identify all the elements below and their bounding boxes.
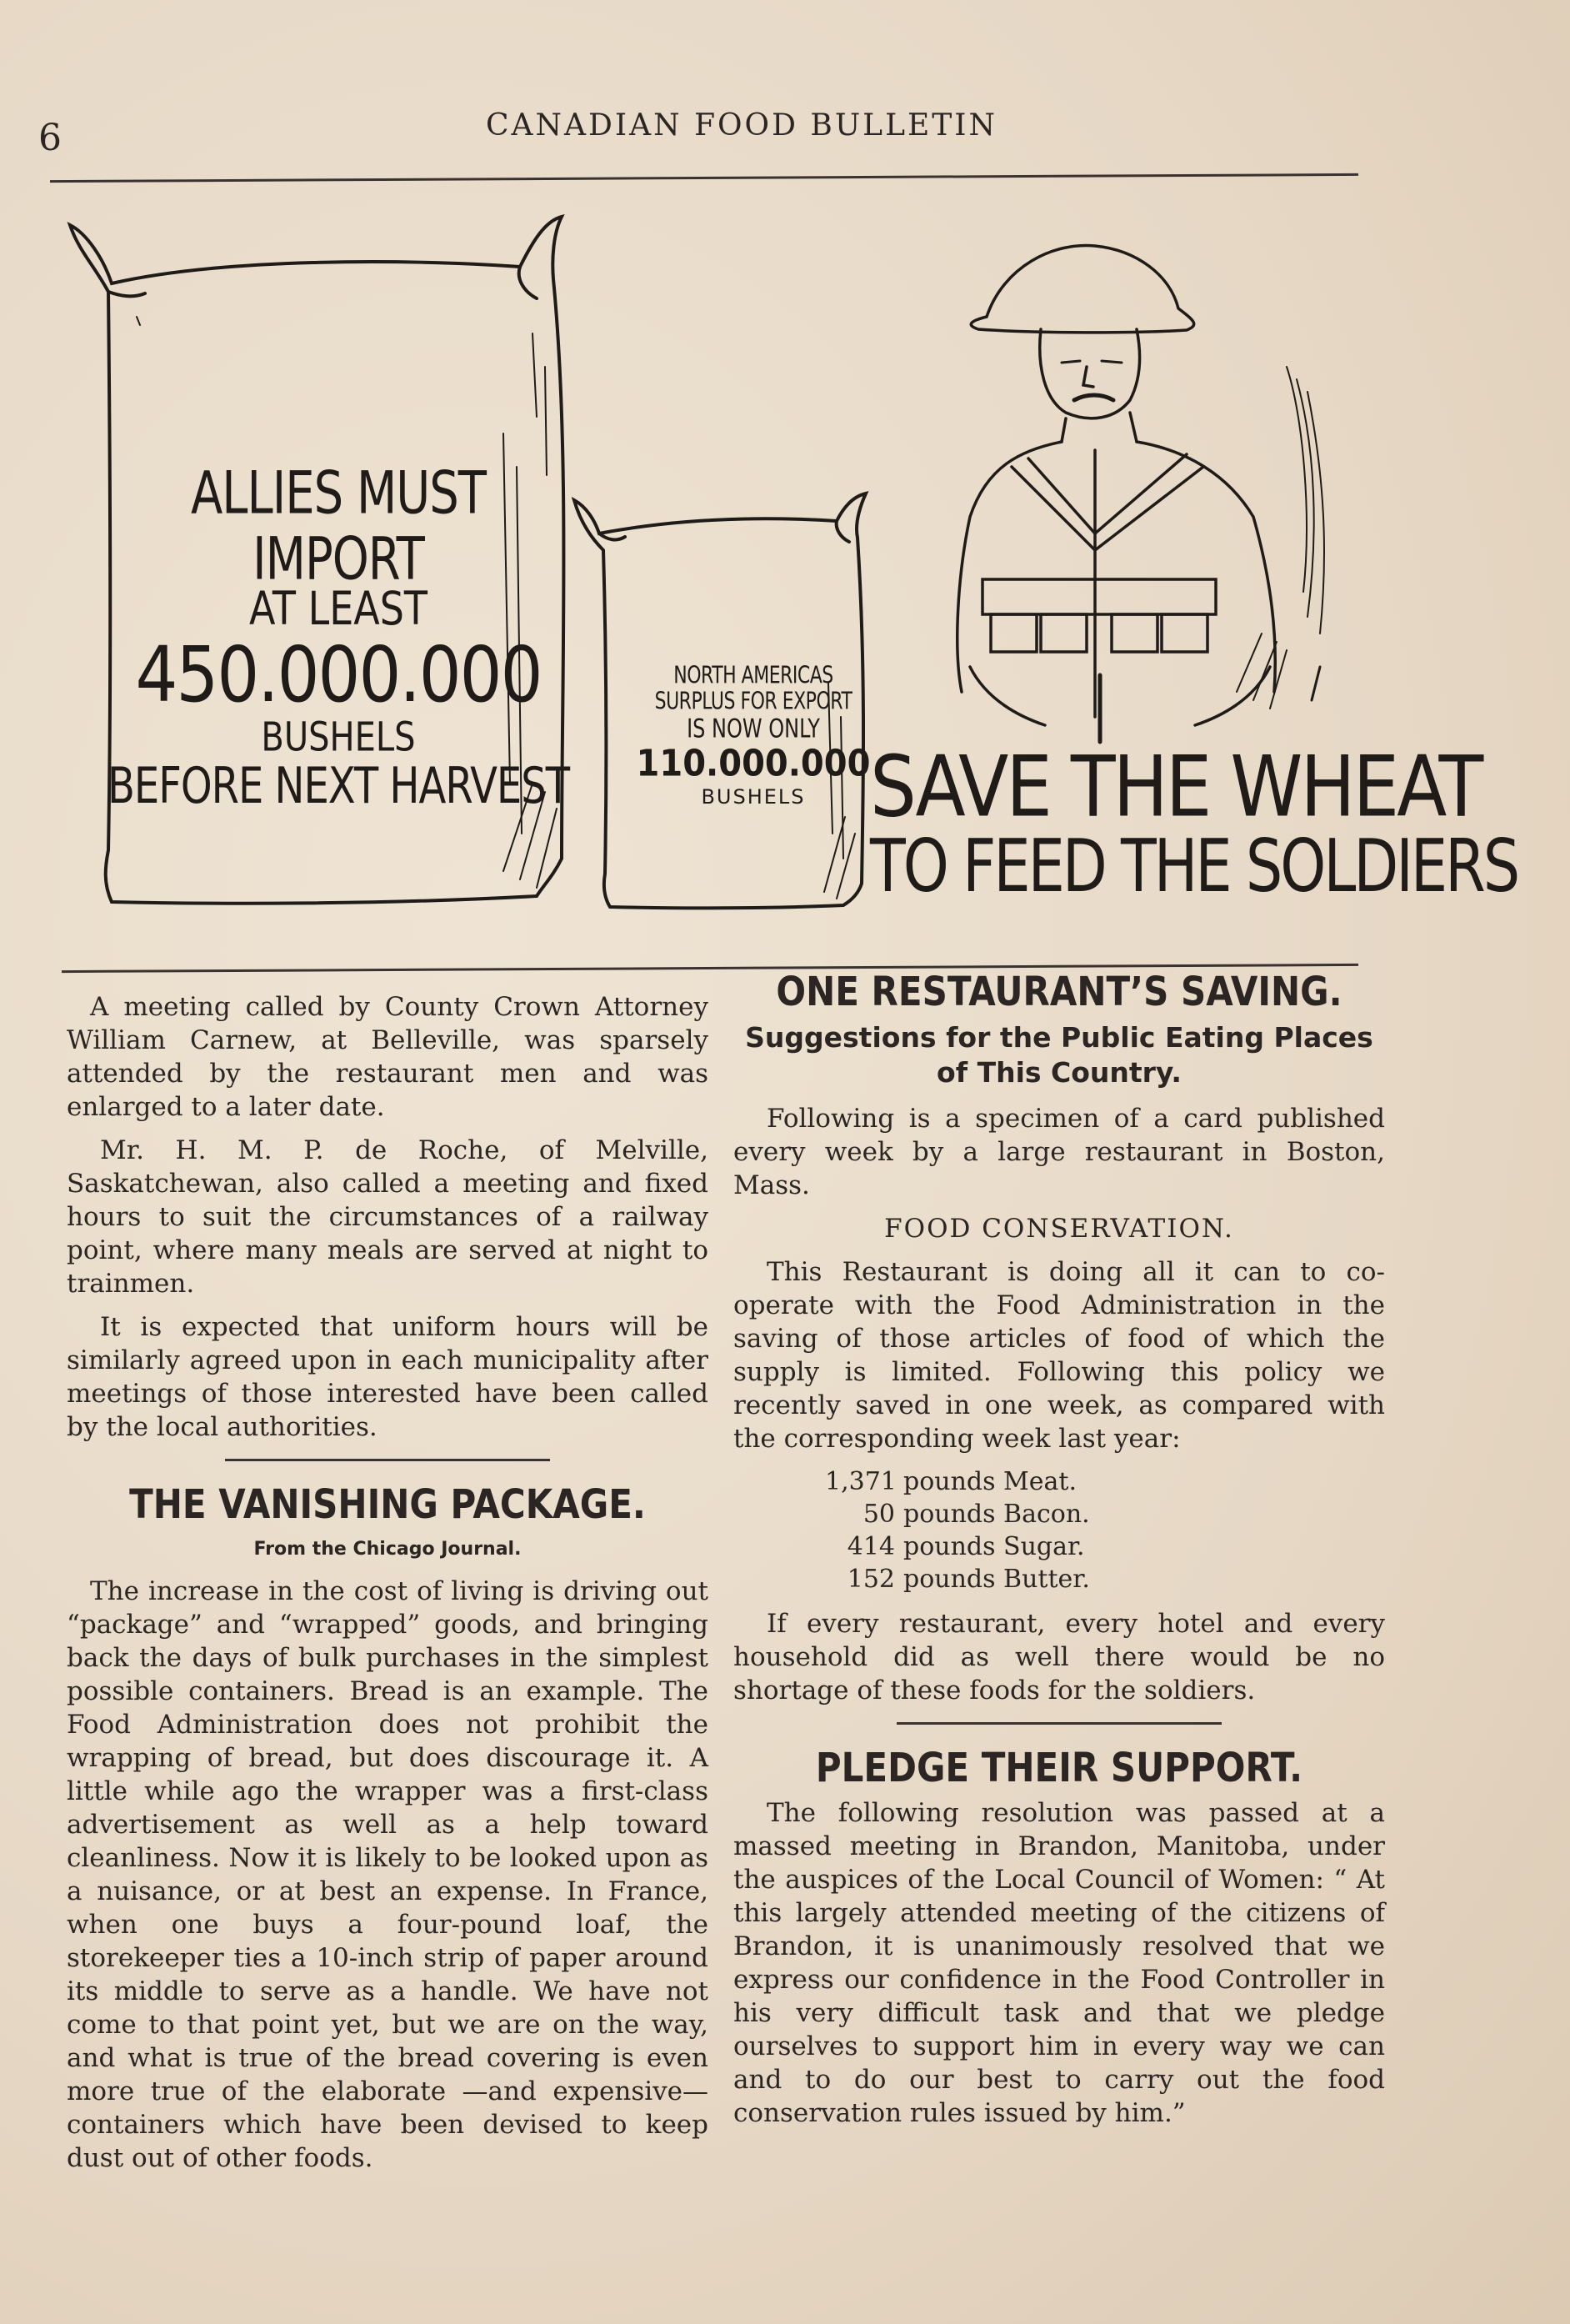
left-column [67, 990, 708, 2185]
right-column [733, 968, 1385, 2140]
poster-slogan [870, 737, 1518, 909]
pledge-support-title: PLEDGE THEIR SUPPORT. [815, 1744, 1303, 1791]
small-sack-amount: 110.000.000 [636, 742, 871, 785]
page-number: 6 [38, 117, 62, 159]
savings-list [825, 1465, 1385, 1595]
running-title: CANADIAN FOOD BULLETIN [486, 108, 998, 143]
list-item [825, 1563, 1385, 1595]
restaurant-saving-title: ONE RESTAURANT’S SAVING. [776, 968, 1342, 1015]
list-item [825, 1465, 1385, 1498]
savings-item: pounds Meat. [903, 1467, 1077, 1496]
small-sack-line3: IS NOW ONLY [687, 713, 820, 744]
small-sack-line4: BUSHELS [701, 784, 806, 809]
list-item [825, 1530, 1385, 1563]
big-sack-amount: 450.000.000 [135, 629, 542, 719]
section-divider [897, 1722, 1222, 1725]
big-sack-label [105, 459, 572, 816]
top-rule [50, 173, 1358, 183]
restaurant-saving-intro: Following is a specimen of a card published every week by a large restaurant in Boston, Mass. [733, 1104, 1385, 1200]
vanishing-package-body: The increase in the cost of living is driving out “package” and “wrapped” goods, and bringing back the days of bulk purchases in the simplest possible containers. Bread is an example. The Food Administration does not prohibit the wrapping of bread, but does discourage it. A little while ago the wrapper was a first-class advertisement as well as a help toward cleanliness. Now it is likely to be looked upon as a nuisance, or at best an expense. In France, when one buys a four-pound loaf, the storekeeper ties a 10-inch strip of paper around its middle to serve as a handle. We have not come to that point yet, but we are on the way, and what is true of the bread covering is even more true of the elaborate —and expensive—containers which have been devised to keep dust out of other foods. [67, 1576, 708, 2173]
savings-qty: 50 [862, 1500, 895, 1529]
savings-item: pounds Sugar. [903, 1532, 1085, 1561]
slogan-line1: SAVE THE WHEAT [870, 737, 1482, 836]
list-item [825, 1498, 1385, 1530]
big-sack-line3: BUSHELS [261, 714, 416, 761]
savings-qty: 152 [847, 1565, 895, 1594]
restaurant-saving-closing: If every restaurant, every hotel and every household did as well there would be no shortage of these foods for the soldiers. [733, 1609, 1385, 1705]
big-sack-line4: BEFORE NEXT HARVEST [107, 757, 570, 816]
section-divider [225, 1459, 550, 1461]
meeting-paragraph-1: A meeting called by County Crown Attorney William Carnew, at Belleville, was sparsely attended by the restaurant men and was enlarged to a later date. [67, 992, 708, 1122]
big-sack-line1: ALLIES MUST IMPORT [190, 459, 486, 594]
small-sack-line1: NORTH AMERICAS [673, 663, 833, 690]
savings-item: pounds Butter. [903, 1565, 1090, 1594]
food-conservation-heading: FOOD CONSERVATION. [884, 1214, 1234, 1244]
food-conservation-body: This Restaurant is doing all it can to co-operate with the Food Administration in the saving of those articles of food of which the supply is limited. Following this policy we recently saved in one week, as compared with the corresponding week last year: [733, 1257, 1385, 1454]
slogan-line2: TO FEED THE SOLDIERS [870, 823, 1518, 909]
savings-qty: 1,371 [825, 1467, 897, 1496]
wheat-poster [53, 200, 1518, 950]
vanishing-package-title: THE VANISHING PACKAGE. [129, 1480, 646, 1528]
pledge-support-body: The following resolution was passed at a massed meeting in Brandon, Manitoba, under the auspices of the Local Council of Women: “ At this largely attended meeting of the citizens of Brandon, it is unanimously resolved that we express our confidence in the Food Controller in his very difficult task and that we pledge ourselves to support him in every way we can and to do our best to carry out the food conservation rules issued by him.” [733, 1798, 1385, 2128]
small-sack-line2: SURPLUS FOR EXPORT [654, 688, 852, 716]
soldier-icon [958, 245, 1324, 742]
meeting-paragraph-3: It is expected that uniform hours will be similarly agreed upon in each municipality after meetings of those interested have been called by the local authorities. [67, 1312, 708, 1442]
restaurant-saving-subtitle: Suggestions for the Public Eating Places of This Country. [745, 1021, 1373, 1089]
small-sack-label [628, 663, 878, 809]
savings-item: pounds Bacon. [903, 1500, 1090, 1529]
meeting-paragraph-2: Mr. H. M. P. de Roche, of Melville, Saskatchewan, also called a meeting and fixed hours to suit the circumstances of a railway point, where many meals are served at night to trainmen. [67, 1135, 708, 1299]
vanishing-package-byline: From the Chicago Journal. [253, 1539, 522, 1560]
savings-qty: 414 [847, 1532, 895, 1561]
big-sack-line2: AT LEAST [248, 581, 428, 636]
